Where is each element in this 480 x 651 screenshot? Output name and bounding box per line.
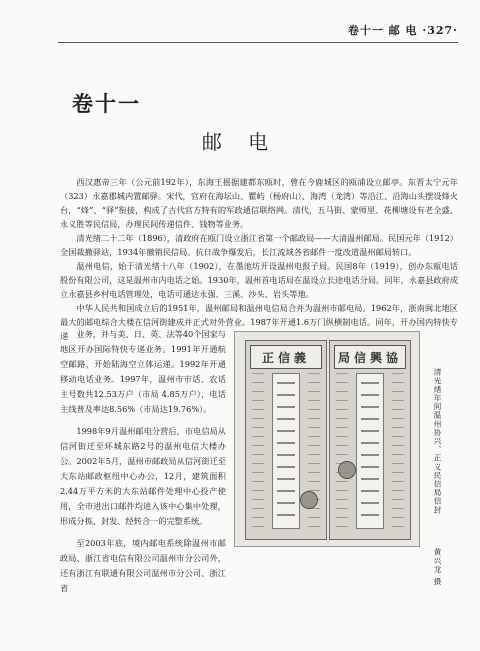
header-rule (58, 42, 458, 43)
handwriting (361, 382, 379, 520)
envelope-header-xiexing: 局信興協 (334, 345, 406, 369)
paragraph-history: 西汉惠帝三年（公元前192年），东海王摇据建都东瓯时，曾在今鹿城区的瓯浦设立邮亭。东晋太宁元年（323）永嘉郡城内置邮驿。宋代，官府在海坛山、瞿屿（杨府山）、海湾（龙湾）等沿江、沿海山头摆设烽火台，“烽”、“驿”衔接，构成了古代官方特有的军政通信联络网。清代，五马街、蒙师里、花柳塘设有老全盛、永义胜等民信局，办理民间传递信件、钱物等业务。 (60, 177, 458, 229)
envelope-header-zhengyi: 正信義 (250, 345, 322, 369)
paragraph-2003: 至2003年底，境内邮电系统除温州市邮政局、浙江省电信有限公司温州市分公司外，还有浙江有联通有限公司温州市分公司、浙江省 (60, 538, 226, 593)
postmark-stamp (300, 491, 318, 509)
volume-title: 卷十一 (72, 91, 141, 116)
zhengyi-envelope (245, 340, 327, 540)
running-head: 卷十一 邮 电 ·327· (347, 24, 458, 37)
body-text-wrapped (60, 327, 226, 596)
paragraph-telecom: 温州电信，始于清光绪十八年（1902），在墨池坊开设温州电报子局。民国8年（1919），创办东瓯电话股份有限公司，这是温州市内电话之始。1930年，温州首电话局在温设立长途电话分局。同年，永嘉县政府成立永嘉县乡村电话管理处，电话可通达永强、三溪、沙头、岩头等地。 (60, 261, 458, 299)
address-strip (356, 373, 384, 529)
caption-title: 清光绪年间温州协兴、正义民信局信封 (433, 368, 442, 515)
chapter-title: 邮 电 (201, 130, 279, 154)
caption-credit: 黄兴龙 摄 (433, 547, 442, 586)
envelope-photo (234, 331, 420, 547)
paragraph-post-office: 清光绪二十二年（1896），清政府在瓯门设立浙江省第一个邮政局——大清温州邮局。民国元年（1912）全国裁撤驿站，1934年撤销民信局。抗日战争爆发后，长江流域各省邮件一度改道温州邮局转口。 (60, 233, 458, 257)
body-text-full-width (60, 175, 458, 343)
address-strip (272, 373, 300, 529)
handwriting (277, 382, 295, 520)
page-header (0, 0, 480, 58)
paragraph-prc: 中华人民共和国成立后的1951年，温州邮局和温州电信局合并为温州市邮电局。1962年，浙南闽北地区最大的邮电综合大楼在信河街建成并正式对外营业。1987年开通1.6万门纵横制电话。同年，开办国内特快专递 (60, 303, 458, 341)
figure-caption (432, 368, 443, 585)
paragraph-express: 业务，并与美、日、英、法等40个国家与地区开办国际特快专递业务。1991年开通航空邮路，开始陆海空立体运递。1992年开通移动电话业务。1997年，温州市市话、农话主号数共12.53万户（市局 4.85万户），电话主线普及率达8.56%（市局达19.76%）。 (60, 329, 226, 414)
xiexing-envelope (329, 340, 411, 540)
postmark-stamp (338, 461, 356, 479)
paragraph-1998: 1998年9月温州邮电分营后，市电信局从信河街迁至环城东路2号的温州电信大楼办公。2002年5月，温州市邮政局从信河街迁至大东站邮政枢纽中心办公，12月，建筑面积2.44万平方米的大东站邮件处理中心投产使用，全市进出口邮件均进入该中心集中处理，形成分拣、封发、经转合一的完整系统。 (60, 426, 226, 526)
